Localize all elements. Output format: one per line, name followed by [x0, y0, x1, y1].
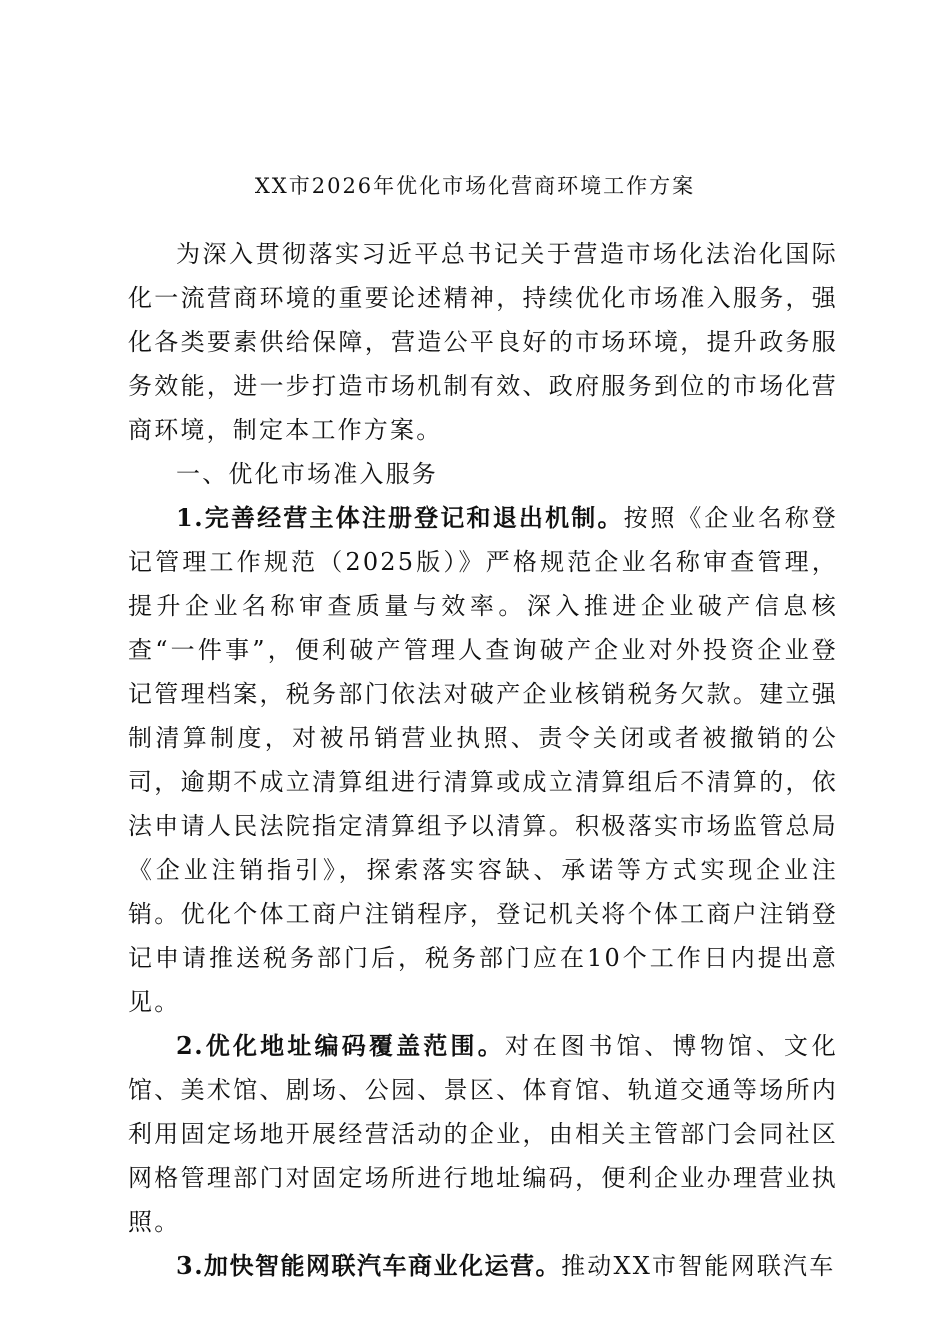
item-lead-1: 1.完善经营主体注册登记和退出机制。	[176, 503, 624, 532]
item-lead-2: 2.优化地址编码覆盖范围。	[176, 1031, 505, 1060]
item-text-1: 按照《企业名称登记管理工作规范（2025版）》严格规范企业名称审查管理，提升企业名称审查质量与效率。深入推进企业破产信息核查“一件事”，便利破产管理人查询破产企业对外投资企业登记管理档案，税务部门依法对破产企业核销税务欠款。建立强制清算制度，对被吊销营业执照、责令关闭或者被撤销的公司，逾期不成立清算组进行清算或成立清算组后不清算的，依法申请人民法院指定清算组予以清算。积极落实市场监管总局《企业注销指引》，探索落实容缺、承诺等方式实现企业注销。优化个体工商户注销程序，登记机关将个体工商户注销登记申请推送税务部门后，税务部门应在10个工作日内提出意见。	[128, 504, 838, 1016]
section-heading: 一、优化市场准入服务	[176, 460, 438, 488]
intro-paragraph: 为深入贯彻落实习近平总书记关于营造市场化法治化国际化一流营商环境的重要论述精神，持续优化市场准入服务，强化各类要素供给保障，营造公平良好的市场环境，提升政务服务效能，进一步打造市场机制有效、政府服务到位的市场化营商环境，制定本工作方案。	[128, 240, 838, 444]
document-title: XX市2026年优化市场化营商环境工作方案	[254, 174, 696, 198]
item-paragraph-3	[128, 1244, 838, 1288]
item-text-2: 对在图书馆、博物馆、文化馆、美术馆、剧场、公园、景区、体育馆、轨道交通等场所内利用固定场地开展经营活动的企业，由相关主管部门会同社区网格管理部门对固定场所进行地址编码，便利企业办理营业执照。	[128, 1032, 838, 1236]
document-body	[128, 232, 838, 1288]
item-lead-3: 3.加快智能网联汽车商业化运营。	[176, 1251, 562, 1280]
item-paragraph-1	[128, 496, 838, 1024]
item-paragraph-2	[128, 1024, 838, 1244]
item-text-3: 推动XX市智能网联汽车	[561, 1252, 836, 1280]
